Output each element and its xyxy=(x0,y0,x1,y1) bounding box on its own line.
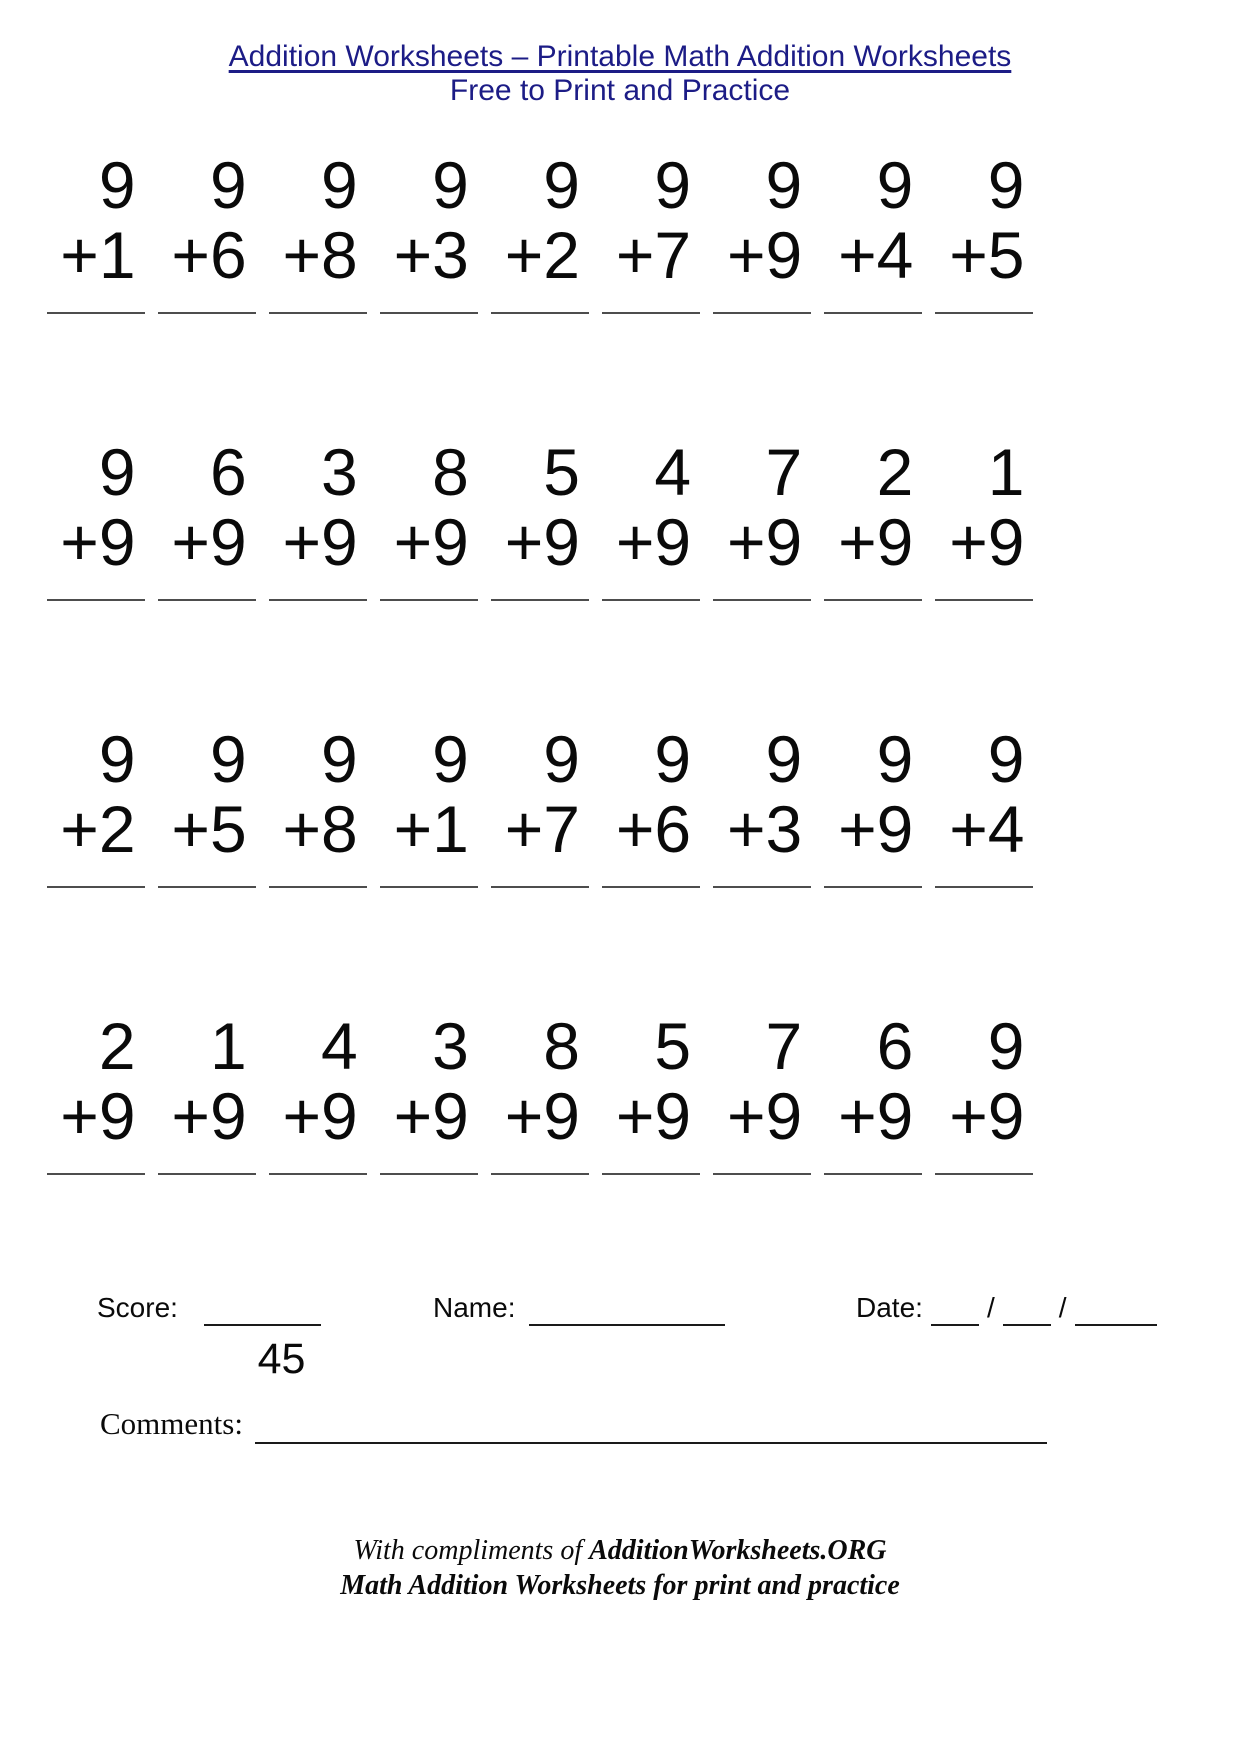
problem-numbers xyxy=(833,150,913,290)
addend-bottom: +4 xyxy=(949,792,1025,866)
problem-numbers xyxy=(278,150,358,290)
score-label: Score: xyxy=(97,1292,178,1323)
problem-numbers xyxy=(167,1011,247,1151)
addend-bottom: +9 xyxy=(60,1079,136,1153)
problem-cell xyxy=(40,1011,151,1175)
addend-bottom: +9 xyxy=(171,505,247,579)
addend-top: 2 xyxy=(876,435,914,509)
addend-top: 9 xyxy=(876,148,914,222)
date-blank-year xyxy=(1075,1288,1157,1326)
problem-numbers xyxy=(389,437,469,577)
addend-top: 9 xyxy=(654,148,692,222)
credits-footer xyxy=(0,1535,1240,1602)
addend-top: 9 xyxy=(543,722,580,796)
addend-top: 7 xyxy=(765,435,803,509)
addend-bottom: +9 xyxy=(60,505,136,579)
problem-numbers xyxy=(500,150,580,290)
addend-bottom: +7 xyxy=(504,792,580,866)
answer-line xyxy=(380,886,478,888)
problem-cell xyxy=(596,437,707,601)
comments-blank-line xyxy=(255,1402,1047,1444)
addend-bottom: +4 xyxy=(838,218,914,292)
problem-cell xyxy=(707,150,818,314)
problem-numbers xyxy=(500,1011,580,1151)
score-field xyxy=(97,1290,321,1326)
answer-line xyxy=(824,1173,922,1175)
addend-bottom: +9 xyxy=(838,792,914,866)
credits-line1 xyxy=(0,1535,1240,1567)
problem-numbers xyxy=(833,1011,913,1151)
problem-cell xyxy=(151,724,262,888)
answer-line xyxy=(935,599,1033,601)
answer-line xyxy=(47,599,145,601)
problem-cell xyxy=(262,150,373,314)
problem-numbers xyxy=(389,724,469,864)
score-value: 45 xyxy=(257,1335,306,1383)
addend-top: 9 xyxy=(98,722,136,796)
problem-numbers xyxy=(278,724,358,864)
answer-line xyxy=(713,312,811,314)
answer-line xyxy=(491,599,589,601)
problem-cell xyxy=(373,437,484,601)
credits-prefix: With compliments of xyxy=(353,1535,590,1566)
answer-line xyxy=(602,599,700,601)
problem-numbers xyxy=(611,724,691,864)
addend-bottom: +9 xyxy=(171,1079,247,1153)
addend-bottom: +8 xyxy=(282,792,358,866)
addend-top: 8 xyxy=(543,1009,580,1083)
answer-line xyxy=(935,886,1033,888)
page-subtitle: Free to Print and Practice xyxy=(449,74,791,107)
addend-bottom: +5 xyxy=(171,792,247,866)
addend-top: 1 xyxy=(209,1009,247,1083)
answer-line xyxy=(491,1173,589,1175)
problem-numbers xyxy=(167,150,247,290)
addend-top: 9 xyxy=(765,148,803,222)
answer-line xyxy=(824,599,922,601)
addend-bottom: +9 xyxy=(726,1079,803,1153)
answer-line xyxy=(935,312,1033,314)
problem-cell xyxy=(40,724,151,888)
answer-line xyxy=(47,1173,145,1175)
problem-cell xyxy=(151,1011,262,1175)
problem-numbers xyxy=(722,437,802,577)
addend-bottom: +9 xyxy=(949,1079,1025,1153)
problem-cell xyxy=(373,1011,484,1175)
answer-line xyxy=(380,599,478,601)
problem-cell xyxy=(707,1011,818,1175)
addend-top: 8 xyxy=(432,435,469,509)
addend-top: 9 xyxy=(209,722,247,796)
addend-bottom: +1 xyxy=(60,218,136,292)
problem-numbers xyxy=(167,437,247,577)
problem-numbers xyxy=(500,437,580,577)
answer-line xyxy=(380,312,478,314)
answer-line xyxy=(158,312,256,314)
problem-cell xyxy=(596,724,707,888)
addend-bottom: +9 xyxy=(838,505,914,579)
answer-line xyxy=(824,886,922,888)
addend-bottom: +3 xyxy=(393,218,469,292)
problem-cell xyxy=(373,724,484,888)
date-blank-month xyxy=(931,1288,979,1326)
problem-cell xyxy=(818,1011,929,1175)
problem-cell xyxy=(151,150,262,314)
problem-cell xyxy=(818,150,929,314)
problem-cell xyxy=(484,724,595,888)
problem-numbers xyxy=(167,724,247,864)
problem-cell xyxy=(596,1011,707,1175)
answer-line xyxy=(158,886,256,888)
problem-numbers xyxy=(611,150,691,290)
problem-numbers xyxy=(611,437,691,577)
answer-line xyxy=(602,1173,700,1175)
credits-tagline: Math Addition Worksheets for print and practice xyxy=(340,1570,900,1601)
answer-line xyxy=(713,1173,811,1175)
answer-line xyxy=(158,599,256,601)
answer-line xyxy=(713,886,811,888)
problem-cell xyxy=(40,437,151,601)
problem-numbers xyxy=(833,437,913,577)
answer-line xyxy=(269,312,367,314)
addend-bottom: +1 xyxy=(393,792,469,866)
answer-line xyxy=(47,312,145,314)
addend-top: 9 xyxy=(543,148,580,222)
name-label: Name: xyxy=(433,1292,516,1323)
answer-line xyxy=(602,886,700,888)
problem-cell xyxy=(262,437,373,601)
problem-numbers xyxy=(389,1011,469,1151)
answer-line xyxy=(269,1173,367,1175)
addend-top: 4 xyxy=(321,1009,358,1083)
addend-top: 9 xyxy=(432,722,469,796)
problem-numbers xyxy=(56,724,136,864)
addend-bottom: +3 xyxy=(726,792,803,866)
problem-cell xyxy=(151,437,262,601)
addend-top: 9 xyxy=(654,722,692,796)
problem-numbers xyxy=(389,150,469,290)
addend-bottom: +9 xyxy=(393,1079,469,1153)
addend-bottom: +8 xyxy=(282,218,358,292)
addend-top: 6 xyxy=(876,1009,914,1083)
addend-top: 9 xyxy=(209,148,247,222)
addend-top: 3 xyxy=(321,435,358,509)
addend-bottom: +9 xyxy=(726,505,803,579)
problem-numbers xyxy=(722,150,802,290)
problem-cell xyxy=(373,150,484,314)
answer-line xyxy=(380,1173,478,1175)
problem-cell xyxy=(262,1011,373,1175)
problem-numbers xyxy=(722,724,802,864)
problem-cell xyxy=(707,437,818,601)
addend-bottom: +2 xyxy=(504,218,580,292)
addend-bottom: +9 xyxy=(838,1079,914,1153)
answer-line xyxy=(158,1173,256,1175)
addend-bottom: +9 xyxy=(504,1079,580,1153)
answer-line xyxy=(824,312,922,314)
date-label: Date: xyxy=(856,1292,923,1323)
problem-numbers xyxy=(944,150,1024,290)
problem-numbers xyxy=(944,724,1024,864)
answer-line xyxy=(713,599,811,601)
addend-top: 4 xyxy=(654,435,692,509)
comments-field xyxy=(100,1404,1047,1444)
addend-top: 5 xyxy=(543,435,580,509)
problem-numbers xyxy=(944,1011,1024,1151)
problem-numbers xyxy=(56,437,136,577)
date-separator: / xyxy=(986,1292,995,1323)
name-blank-line xyxy=(529,1288,725,1326)
addend-bottom: +9 xyxy=(282,1079,358,1153)
addend-bottom: +7 xyxy=(615,218,692,292)
addend-top: 9 xyxy=(987,1009,1025,1083)
credits-brand: AdditionWorksheets.ORG xyxy=(589,1535,887,1566)
problem-cell xyxy=(929,150,1040,314)
addend-top: 9 xyxy=(765,722,803,796)
addend-top: 9 xyxy=(987,722,1025,796)
problem-numbers xyxy=(56,1011,136,1151)
addend-bottom: +9 xyxy=(615,1079,692,1153)
problem-numbers xyxy=(944,437,1024,577)
problem-cell xyxy=(596,150,707,314)
comments-label: Comments: xyxy=(100,1406,243,1441)
date-separator: / xyxy=(1058,1292,1067,1323)
problem-cell xyxy=(484,150,595,314)
name-field xyxy=(433,1290,725,1326)
problem-numbers xyxy=(278,437,358,577)
addend-bottom: +6 xyxy=(171,218,247,292)
addend-top: 6 xyxy=(209,435,247,509)
problem-cell xyxy=(818,437,929,601)
addend-bottom: +2 xyxy=(60,792,136,866)
addend-top: 9 xyxy=(98,148,136,222)
addend-top: 7 xyxy=(765,1009,803,1083)
problem-cell xyxy=(707,724,818,888)
problem-cell xyxy=(929,724,1040,888)
problem-numbers xyxy=(722,1011,802,1151)
addend-top: 3 xyxy=(432,1009,469,1083)
problem-cell xyxy=(929,437,1040,601)
problem-numbers xyxy=(278,1011,358,1151)
addend-top: 9 xyxy=(876,722,914,796)
answer-line xyxy=(491,886,589,888)
score-blank-line xyxy=(204,1288,321,1326)
addend-bottom: +6 xyxy=(615,792,692,866)
addend-top: 9 xyxy=(321,148,358,222)
problems-grid xyxy=(40,150,1040,1175)
addend-bottom: +9 xyxy=(393,505,469,579)
problem-numbers xyxy=(56,150,136,290)
addend-top: 9 xyxy=(432,148,469,222)
answer-line xyxy=(602,312,700,314)
answer-line xyxy=(935,1173,1033,1175)
addend-top: 1 xyxy=(987,435,1025,509)
addend-top: 9 xyxy=(987,148,1025,222)
problem-cell xyxy=(484,1011,595,1175)
answer-line xyxy=(491,312,589,314)
date-field xyxy=(856,1290,1157,1326)
answer-line xyxy=(269,599,367,601)
date-blank-day xyxy=(1003,1288,1051,1326)
answer-line xyxy=(269,886,367,888)
title-link[interactable]: Addition Worksheets – Printable Math Addition Worksheets xyxy=(228,40,1012,73)
addend-top: 9 xyxy=(98,435,136,509)
addend-top: 2 xyxy=(98,1009,136,1083)
answer-line xyxy=(47,886,145,888)
problem-cell xyxy=(262,724,373,888)
problem-numbers xyxy=(500,724,580,864)
addend-bottom: +9 xyxy=(282,505,358,579)
addend-bottom: +9 xyxy=(726,218,803,292)
problem-numbers xyxy=(611,1011,691,1151)
problem-cell xyxy=(818,724,929,888)
title-block xyxy=(0,40,1240,108)
problem-cell xyxy=(484,437,595,601)
addend-top: 9 xyxy=(321,722,358,796)
addend-top: 5 xyxy=(654,1009,692,1083)
problem-cell xyxy=(929,1011,1040,1175)
addend-bottom: +9 xyxy=(504,505,580,579)
addend-bottom: +9 xyxy=(949,505,1025,579)
problem-numbers xyxy=(833,724,913,864)
problem-cell xyxy=(40,150,151,314)
addend-bottom: +5 xyxy=(949,218,1025,292)
addend-bottom: +9 xyxy=(615,505,692,579)
